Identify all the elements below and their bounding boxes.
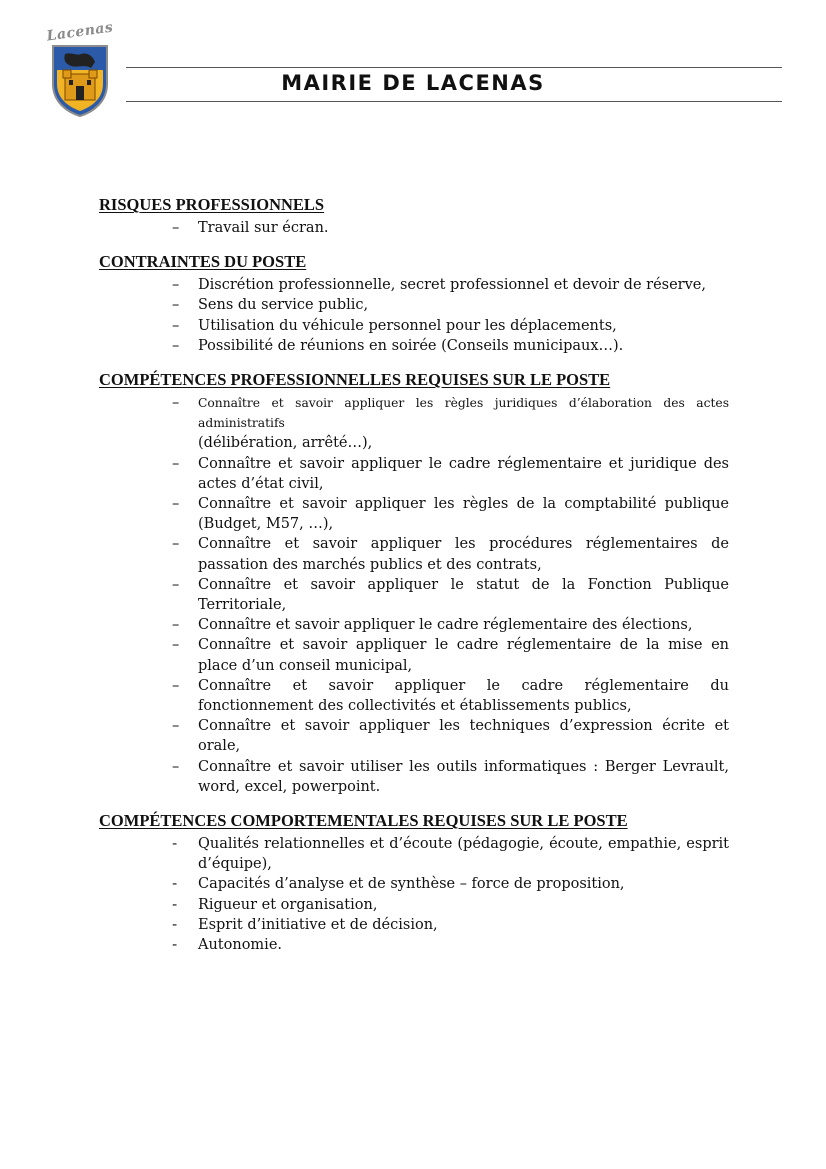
- list-item: – Connaître et savoir appliquer les procédures réglementaires de passation des marchés publics et des contrats,: [172, 536, 729, 573]
- coat-of-arms-icon: [51, 44, 109, 118]
- list-item: – Connaître et savoir appliquer le cadre réglementaire de la mise en place d’un conseil municipal,: [172, 637, 729, 674]
- header-rule-bottom: [126, 101, 782, 102]
- list-item: – Connaître et savoir appliquer le cadre réglementaire et juridique des actes d’état civil,: [172, 455, 729, 492]
- section-title: CONTRAINTES DU POSTE: [99, 252, 307, 272]
- list-item: - Qualités relationnelles et d’écoute (pédagogie, écoute, empathie, esprit d’équipe),: [172, 836, 729, 873]
- list-item: – Possibilité de réunions en soirée (Conseils municipaux…).: [172, 337, 624, 354]
- list-item: – Travail sur écran.: [172, 220, 329, 236]
- list-item: – Connaître et savoir appliquer les règles juridiques d’élaboration des actes administratifs (délibération, arrêté…),: [172, 395, 729, 452]
- list-item: – Discrétion professionnelle, secret professionnel et devoir de réserve,: [172, 277, 706, 294]
- list-item: – Connaître et savoir utiliser les outils informatiques : Berger Levrault, word, excel, powerpoint.: [172, 758, 729, 795]
- header-rule-top: [126, 67, 782, 68]
- list-item: – Utilisation du véhicule personnel pour les déplacements,: [172, 317, 617, 334]
- list-item: – Connaître et savoir appliquer le cadre réglementaire des élections,: [172, 617, 693, 634]
- section-title: RISQUES PROFESSIONNELS: [99, 195, 325, 214]
- list-item: – Connaître et savoir appliquer les règles de la comptabilité publique (Budget, M57, …),: [172, 496, 729, 533]
- section-title: COMPÉTENCES PROFESSIONNELLES REQUISES SUR LE POSTE: [99, 370, 611, 390]
- section-competences-comportementales: [99, 810, 729, 955]
- municipal-logo: [44, 19, 116, 118]
- list-item: – Sens du service public,: [172, 297, 369, 314]
- list-item: – Connaître et savoir appliquer le cadre réglementaire du fonctionnement des collectivités et établissements publics,: [172, 677, 729, 715]
- list-item: - Esprit d’initiative et de décision,: [172, 916, 438, 933]
- list-item: - Rigueur et organisation,: [172, 896, 378, 913]
- section-risques: [99, 194, 729, 238]
- document-body: [99, 194, 729, 968]
- list-item: - Capacités d’analyse et de synthèse – force de proposition,: [172, 876, 625, 893]
- list-item: – Connaître et savoir appliquer le statut de la Fonction Publique Territoriale,: [172, 576, 729, 614]
- section-competences-professionnelles: [99, 369, 729, 797]
- logo-lettering: Lacenas: [45, 19, 115, 45]
- section-contraintes: [99, 251, 729, 356]
- list-item: - Autonomie.: [172, 937, 283, 954]
- page-title: MAIRIE DE LACENAS: [281, 71, 545, 95]
- list-item: – Connaître et savoir appliquer les techniques d’expression écrite et orale,: [172, 718, 729, 755]
- section-title: COMPÉTENCES COMPORTEMENTALES REQUISES SUR LE POSTE: [99, 811, 628, 831]
